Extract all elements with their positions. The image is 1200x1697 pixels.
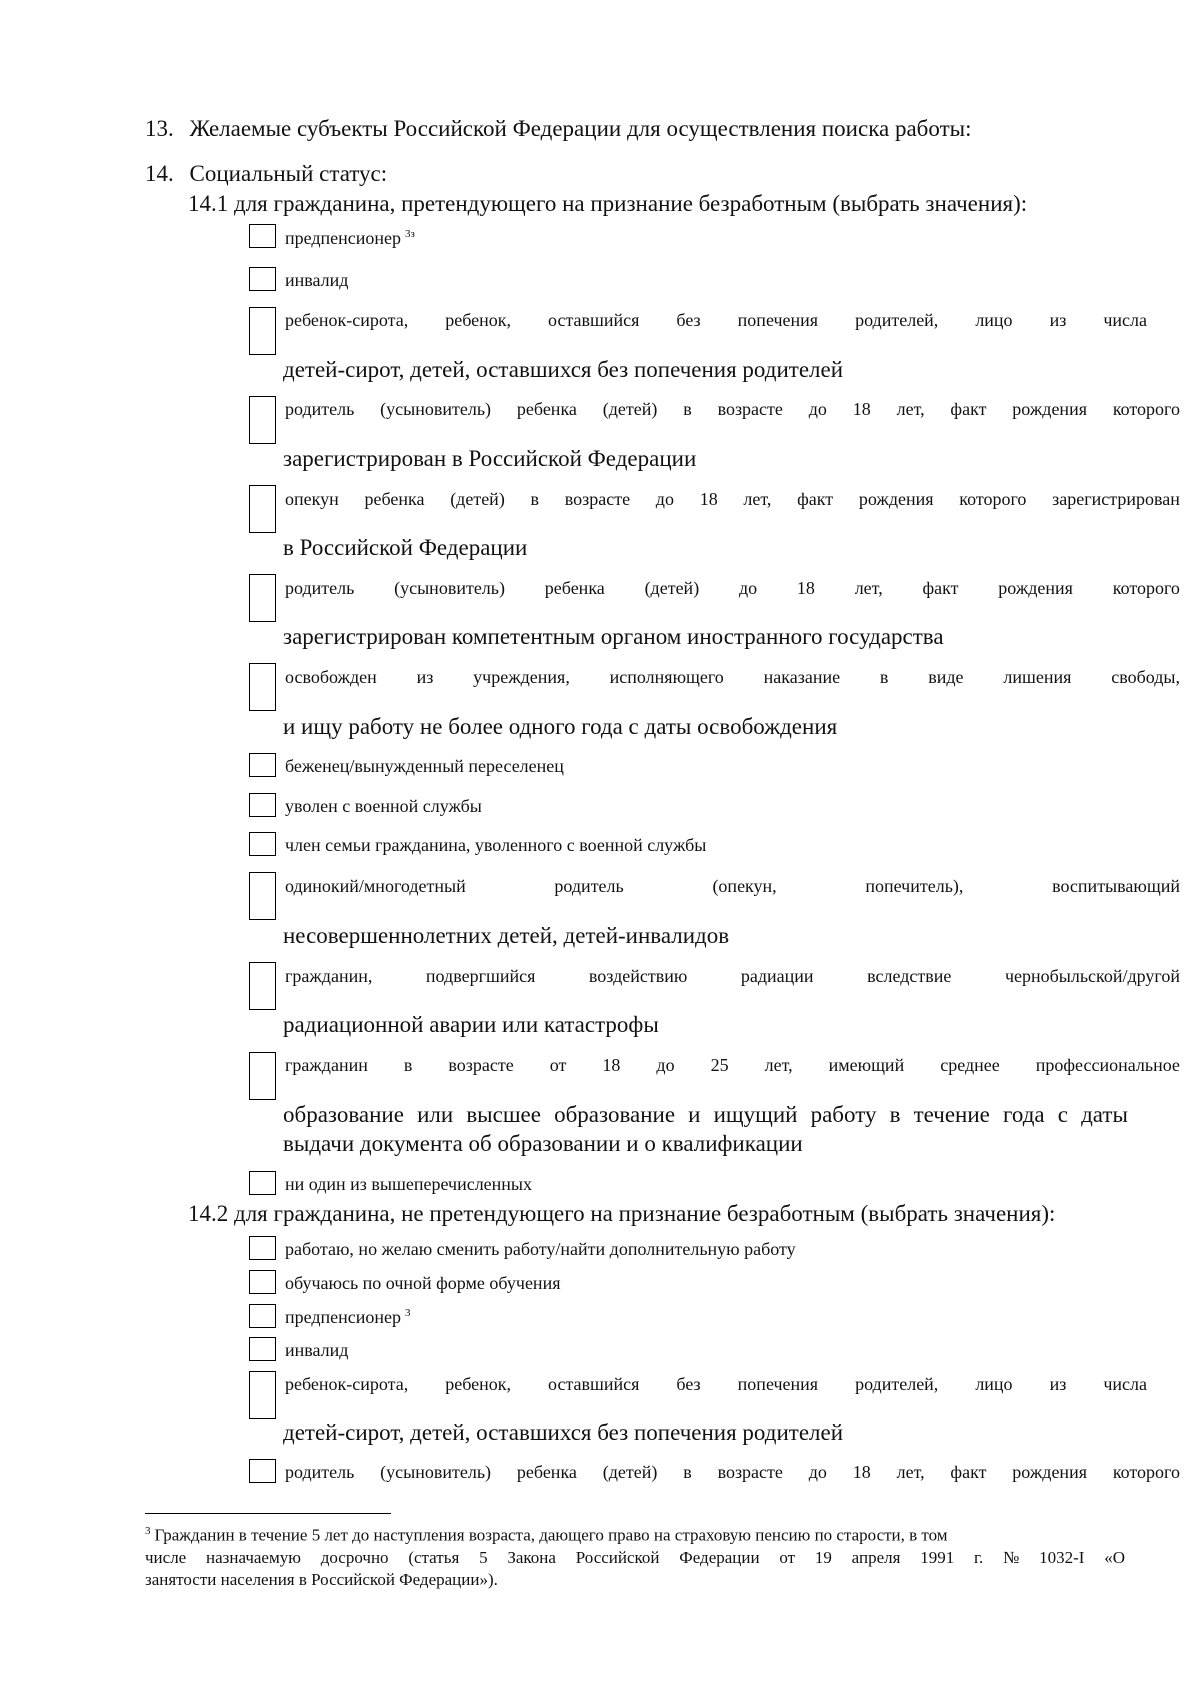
checkbox-refugee[interactable] xyxy=(249,753,276,777)
checkbox-parent-child-rf-2[interactable] xyxy=(249,1459,276,1483)
checkbox-none-of-above[interactable] xyxy=(249,1171,276,1195)
checkbox-preretiree[interactable] xyxy=(249,224,276,248)
option-continuation: зарегистрирован компетентным органом иностранного государства xyxy=(283,624,944,649)
option-label: член семьи гражданина, уволенного с военной службы xyxy=(285,835,707,855)
option-label-justified: ребенок-сирота, ребенок, оставшийся без попечения родителей, лицо из числа xyxy=(285,1374,1147,1394)
option-continuation: детей-сирот, детей, оставшихся без попечения родителей xyxy=(283,357,844,382)
checkbox-young-graduate[interactable] xyxy=(249,1052,276,1100)
option-label: предпенсионер $^3$ xyxy=(285,1307,411,1327)
option-label-justified: ребенок-сирота, ребенок, оставшийся без попечения родителей, лицо из числа xyxy=(285,310,1147,330)
checkbox-orphan[interactable] xyxy=(249,307,276,355)
section-14-text: Социальный статус: xyxy=(189,161,388,186)
footnote-line-2: числе назначаемую досрочно (статья 5 Закона Российской Федерации от 19 апреля 1991 г. № 1032-I «О xyxy=(145,1547,1125,1567)
option-continuation: детей-сирот, детей, оставшихся без попечения родителей xyxy=(283,1420,844,1445)
option-label: беженец/вынужденный переселенец xyxy=(285,756,564,776)
checkbox-full-time-student[interactable] xyxy=(249,1270,276,1294)
option-label: работаю, но желаю сменить работу/найти дополнительную работу xyxy=(285,1239,796,1259)
footnote-mark: 3 xyxy=(145,1525,151,1537)
section-14 xyxy=(145,161,387,187)
checkbox-orphan-2[interactable] xyxy=(249,1371,276,1419)
checkbox-disabled-2[interactable] xyxy=(249,1337,276,1361)
option-label-justified: гражданин в возрасте от 18 до 25 лет, имеющий среднее профессиональное xyxy=(285,1055,1180,1075)
option-label: ни один из вышеперечисленных xyxy=(285,1174,533,1194)
section-14-number: 14. xyxy=(145,161,174,186)
option-label: инвалид xyxy=(285,1340,349,1360)
checkbox-guardian-child-rf[interactable] xyxy=(249,485,276,533)
option-continuation: в Российской Федерации xyxy=(283,535,528,560)
option-label-justified: освобожден из учреждения, исполняющего наказание в виде лишения свободы, xyxy=(285,667,1180,687)
option-continuation: радиационной аварии или катастрофы xyxy=(283,1012,659,1037)
footnote-line-3: занятости населения в Российской Федерации»). xyxy=(145,1569,498,1589)
checkbox-preretiree-2[interactable] xyxy=(249,1304,276,1328)
section-13 xyxy=(145,116,971,142)
checkbox-parent-child-foreign[interactable] xyxy=(249,574,276,622)
checkbox-single-parent[interactable] xyxy=(249,872,276,920)
option-continuation: выдачи документа об образовании и о квалификации xyxy=(283,1131,803,1156)
subsection-14-2-title: 14.2 для гражданина, не претендующего на признание безработным (выбрать значения): xyxy=(188,1201,1056,1226)
subsection-14-1-title: 14.1 для гражданина, претендующего на признание безработным (выбрать значения): xyxy=(188,191,1028,216)
option-label: предпенсионер $^{3з}$ xyxy=(285,228,415,248)
checkbox-military-family-member[interactable] xyxy=(249,832,276,856)
option-label: уволен с военной службы xyxy=(285,796,482,816)
option-continuation-justified: образование или высшее образование и ищущий работу в течение года с даты xyxy=(283,1102,1128,1127)
option-label: инвалид xyxy=(285,270,349,290)
option-label-justified: родитель (усыновитель) ребенка (детей) до 18 лет, факт рождения которого xyxy=(285,578,1180,598)
option-label-justified: одинокий/многодетный родитель (опекун, попечитель), воспитывающий xyxy=(285,876,1180,896)
option-label-justified: родитель (усыновитель) ребенка (детей) в возрасте до 18 лет, факт рождения которого xyxy=(285,399,1180,419)
footnote-separator xyxy=(145,1513,391,1514)
option-continuation: и ищу работу не более одного года с даты освобождения xyxy=(283,714,838,739)
footnote xyxy=(145,1520,1125,1591)
checkbox-released-from-prison[interactable] xyxy=(249,663,276,711)
footnote-line-1: $^3$ Гражданин в течение 5 лет до наступления возраста, дающего право на страховую пенсию по старости, в том xyxy=(145,1525,948,1545)
section-13-text: Желаемые субъекты Российской Федерации для осуществления поиска работы: xyxy=(189,116,972,141)
checkbox-parent-child-rf[interactable] xyxy=(249,396,276,444)
option-continuation: несовершеннолетних детей, детей-инвалидов xyxy=(283,923,730,948)
checkbox-working-seeking[interactable] xyxy=(249,1236,276,1260)
option-label-justified: родитель (усыновитель) ребенка (детей) в возрасте до 18 лет, факт рождения которого xyxy=(285,1462,1180,1482)
section-13-number: 13. xyxy=(145,116,174,141)
checkbox-radiation[interactable] xyxy=(249,962,276,1010)
checkbox-dismissed-military[interactable] xyxy=(249,793,276,817)
option-label: обучаюсь по очной форме обучения xyxy=(285,1273,561,1293)
checkbox-disabled[interactable] xyxy=(249,267,276,291)
option-label-justified: опекун ребенка (детей) в возрасте до 18 лет, факт рождения которого зарегистрирован xyxy=(285,489,1180,509)
option-label-justified: гражданин, подвергшийся воздействию радиации вследствие чернобыльской/другой xyxy=(285,966,1180,986)
option-continuation: зарегистрирован в Российской Федерации xyxy=(283,446,697,471)
